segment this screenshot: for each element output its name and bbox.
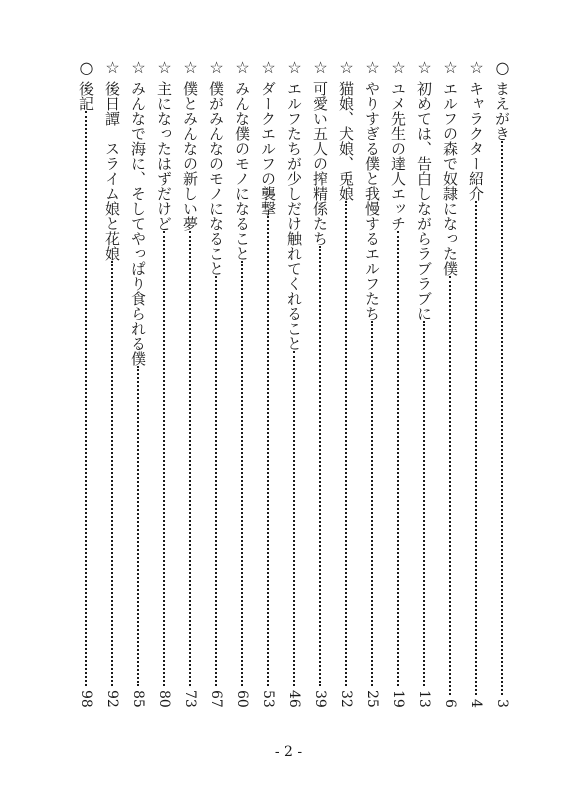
toc-entry[interactable] [413, 58, 435, 708]
toc-title: エルフたちが少しだけ触れてくれること [285, 81, 303, 351]
toc-title: 後日譚 スライム娘と花娘 [103, 81, 121, 261]
table-of-contents [75, 58, 513, 708]
bullet-star-icon: ☆ [363, 58, 382, 77]
toc-title: 猫娘、犬娘、兎娘 [337, 81, 355, 201]
dot-leader [137, 366, 139, 686]
toc-title: ダークエルフの襲撃 [259, 81, 277, 216]
toc-page-number: 73 [182, 690, 198, 708]
bullet-star-icon: ☆ [103, 58, 122, 77]
toc-page-number: 85 [130, 690, 146, 708]
toc-page-number: 53 [260, 690, 276, 708]
toc-page-number: 98 [78, 690, 94, 708]
toc-page-number: 6 [442, 699, 458, 708]
toc-title: ユメ先生の達人エッチ [389, 81, 407, 231]
toc-page-number: 13 [416, 690, 432, 708]
toc-entry[interactable] [75, 58, 97, 708]
toc-entry[interactable] [439, 58, 461, 708]
toc-page-number: 46 [286, 690, 302, 708]
toc-entry[interactable] [205, 58, 227, 708]
dot-leader [475, 201, 477, 695]
dot-leader [423, 321, 425, 686]
page-number-footer: - 2 - [274, 744, 303, 760]
bullet-star-icon: ☆ [285, 58, 304, 77]
toc-title: 僕がみんなのモノになること [207, 81, 225, 276]
dot-leader [397, 231, 399, 686]
toc-entry[interactable] [283, 58, 305, 708]
toc-page-number: 32 [338, 690, 354, 708]
dot-leader [319, 246, 321, 686]
toc-entry[interactable] [335, 58, 357, 708]
bullet-star-icon: ☆ [207, 58, 226, 77]
dot-leader [345, 201, 347, 686]
toc-page-number: 67 [208, 690, 224, 708]
dot-leader [449, 276, 451, 695]
toc-title: みんな僕のモノになること [233, 81, 251, 261]
toc-title: 初めては、告白しながらラブラブに [415, 81, 433, 321]
bullet-star-icon: ☆ [233, 58, 252, 77]
dot-leader [241, 261, 243, 686]
toc-title: エルフの森で奴隷になった僕 [441, 81, 459, 276]
toc-entry[interactable] [309, 58, 331, 708]
bullet-star-icon: ☆ [467, 58, 486, 77]
toc-entry[interactable] [231, 58, 253, 708]
toc-entry[interactable] [179, 58, 201, 708]
toc-page-number: 60 [234, 690, 250, 708]
bullet-circle-icon: ○ [77, 58, 96, 77]
toc-page-number: 39 [312, 690, 328, 708]
toc-page-number: 19 [390, 690, 406, 708]
toc-entry[interactable] [127, 58, 149, 708]
dot-leader [501, 141, 503, 695]
dot-leader [189, 231, 191, 686]
bullet-star-icon: ☆ [155, 58, 174, 77]
bullet-circle-icon: ○ [493, 58, 512, 77]
dot-leader [163, 231, 165, 686]
dot-leader [215, 276, 217, 686]
dot-leader [371, 321, 373, 686]
bullet-star-icon: ☆ [415, 58, 434, 77]
toc-title: みんなで海に、そしてやっぱり食られる僕 [129, 81, 147, 366]
toc-page-number: 92 [104, 690, 120, 708]
toc-entry[interactable] [153, 58, 175, 708]
toc-title: まえがき [493, 81, 511, 141]
toc-title: 僕とみんなの新しい夢 [181, 81, 199, 231]
bullet-star-icon: ☆ [259, 58, 278, 77]
bullet-star-icon: ☆ [129, 58, 148, 77]
toc-title: 後記 [77, 81, 95, 111]
bullet-star-icon: ☆ [311, 58, 330, 77]
bullet-star-icon: ☆ [389, 58, 408, 77]
bullet-star-icon: ☆ [441, 58, 460, 77]
toc-entry[interactable] [257, 58, 279, 708]
toc-title: キャラクター紹介 [467, 81, 485, 201]
toc-title: 可愛い五人の搾精係たち [311, 81, 329, 246]
toc-entry[interactable] [387, 58, 409, 708]
toc-entry[interactable] [101, 58, 123, 708]
toc-page-number: 25 [364, 690, 380, 708]
toc-entry[interactable] [361, 58, 383, 708]
toc-page-number: 3 [494, 699, 510, 708]
toc-page-number: 4 [468, 699, 484, 708]
bullet-star-icon: ☆ [181, 58, 200, 77]
toc-page-number: 80 [156, 690, 172, 708]
dot-leader [111, 261, 113, 686]
toc-title: 主になったはずだけど [155, 81, 173, 231]
toc-title: やりすぎる僕と我慢するエルフたち [363, 81, 381, 321]
bullet-star-icon: ☆ [337, 58, 356, 77]
dot-leader [267, 216, 269, 686]
toc-entry[interactable] [491, 58, 513, 708]
toc-entry[interactable] [465, 58, 487, 708]
dot-leader [85, 111, 87, 686]
dot-leader [293, 351, 295, 686]
